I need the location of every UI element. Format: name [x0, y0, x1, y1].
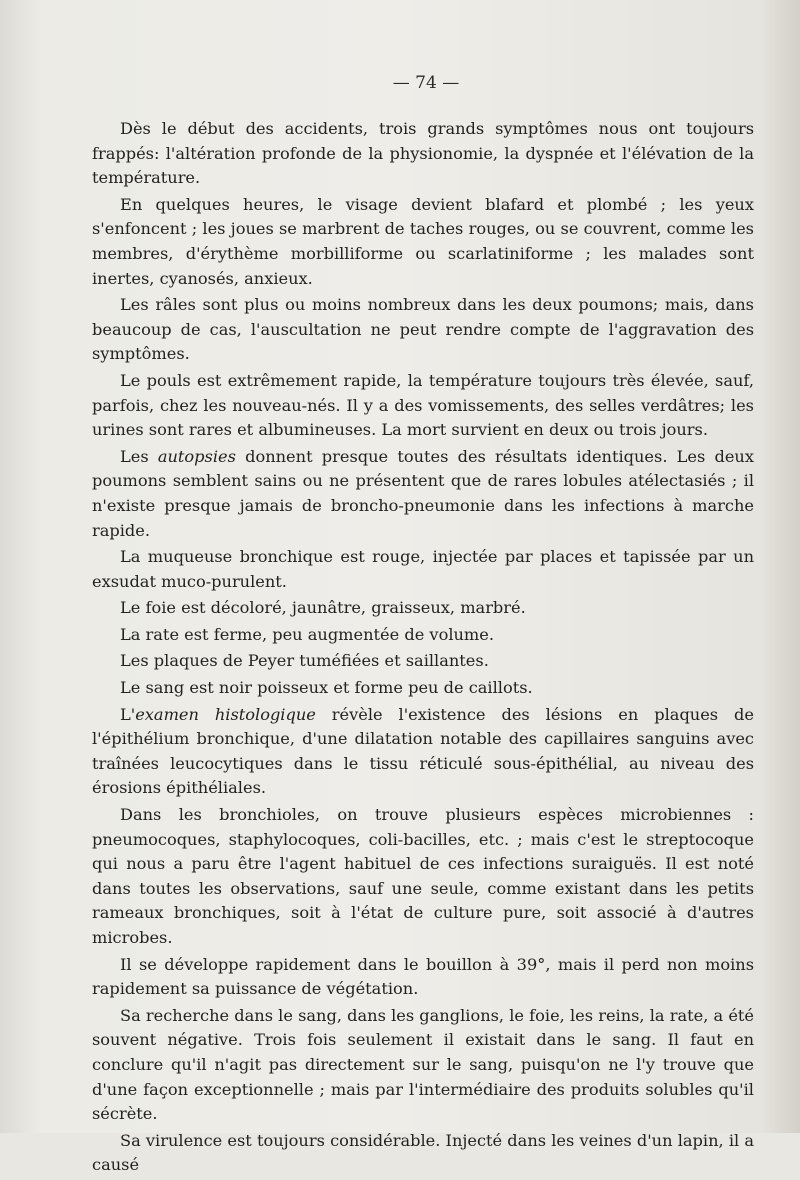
body-text [92, 117, 754, 1180]
paragraph: Il se développe rapidement dans le bouillon à 39°, mais il perd non moins rapidement sa puissance de végétation. [92, 954, 754, 999]
paragraph: Le sang est noir poisseux et forme peu de caillots. [120, 678, 533, 698]
paragraph: Les râles sont plus ou moins nombreux dans les deux poumons; mais, dans beaucoup de cas, l'auscultation ne peut rendre compte de l'aggravation des symptômes. [92, 295, 754, 364]
paragraph: Le pouls est extrêmement rapide, la température toujours très élevée, sauf, parfois, chez les nouveau-nés. Il y a des vomissements, des selles verdâtres; les urines sont rares et albumineuses. La mort survient en deux ou trois jours. [92, 370, 754, 440]
italic-term: autopsies [157, 446, 236, 466]
paragraph: En quelques heures, le visage devient blafard et plombé ; les yeux s'enfoncent ; les joues se marbrent de taches rouges, ou se couvrent, comme les membres, d'érythème morbilliforme ou scarlatiniforme ; les malades sont inertes, cyanosés, anxieux. [92, 194, 754, 288]
paragraph [92, 445, 754, 543]
paragraph-rest: révèle l'existence des lésions en plaques de l'épithélium bronchique, d'une dilatation notable des capillaires sanguins avec traînées leucocytiques dans le tissu réticulé sous-épithélial, au niveau des érosions épithéliales. [92, 704, 754, 798]
paragraph-lead: Les [120, 446, 158, 466]
paragraph: Dès le début des accidents, trois grands symptômes nous ont toujours frappés: l'altération profonde de la physionomie, la dyspnée et l'élévation de la température. [92, 119, 754, 188]
paragraph: Dans les bronchioles, on trouve plusieurs espèces microbiennes : pneumocoques, staphylocoques, coli-bacilles, etc. ; mais c'est le streptocoque qui nous a paru être l'agent habituel de ces infections suraiguës. Il est noté dans toutes les observations, sauf une seule, comme existant dans les petits rameaux bronchiques, soit à l'état de culture pure, soit associé à d'autres microbes. [92, 805, 754, 947]
paragraph-rest: donnent presque toutes des résultats identiques. Les deux poumons semblent sains ou ne présentent que de rares lobules atélectasiés ; il n'existe presque jamais de broncho-pneumonie dans les infections à marche rapide. [92, 446, 754, 540]
paragraph: La rate est ferme, peu augmentée de volume. [120, 624, 495, 644]
paragraph: Les plaques de Peyer tuméfiées et saillantes. [120, 651, 489, 671]
paragraph: Le foie est décoloré, jaunâtre, graisseux, marbré. [120, 598, 526, 618]
paragraph-lead: L' [120, 704, 136, 724]
italic-term: examen histologique [135, 704, 316, 724]
paragraph [92, 703, 754, 801]
paragraph: Sa virulence est toujours considérable. Injecté dans les veines d'un lapin, il a causé [92, 1130, 754, 1175]
paragraph: La muqueuse bronchique est rouge, injectée par places et tapissée par un exsudat muco-purulent. [92, 547, 754, 591]
page-number: — 74 — [392, 73, 460, 93]
paragraph: Sa recherche dans le sang, dans les ganglions, le foie, les reins, la rate, a été souvent négative. Trois fois seulement il existait dans le sang. Il faut en conclure qu'il n'agit pas directement sur le sang, puisqu'on ne l'y trouve que d'une façon exceptionnelle ; mais par l'intermédiaire des produits solubles qu'il sécrète. [92, 1005, 754, 1124]
